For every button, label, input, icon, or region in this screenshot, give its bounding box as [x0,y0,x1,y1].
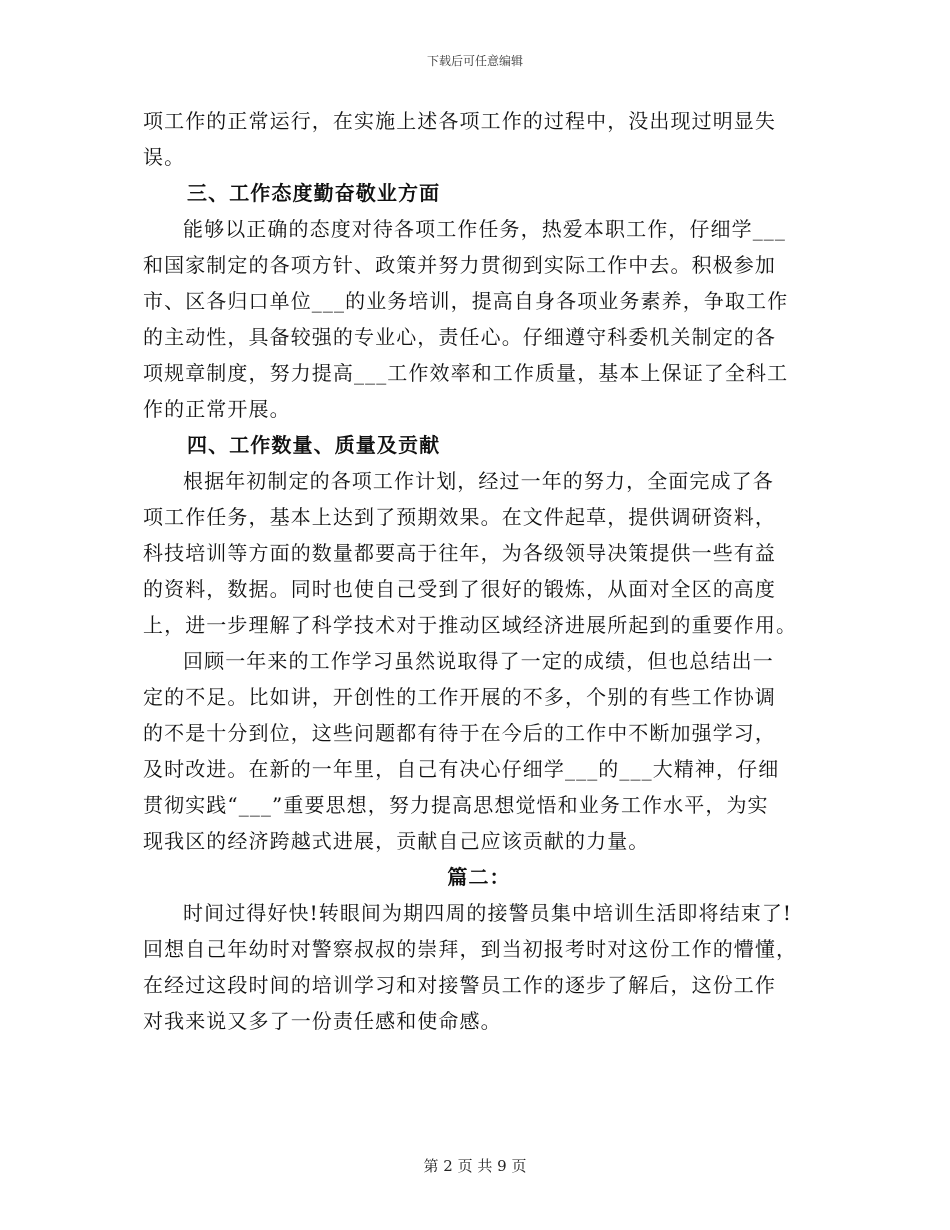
paragraph-line: 能够以正确的态度对待各项工作任务，热爱本职工作，仔细学___ [183,217,786,241]
paragraph-line: 项工作的正常运行，在实施上述各项工作的过程中，没出现过明显失 [143,109,776,133]
page-footer: 第 2 页 共 9 页 [423,1157,527,1175]
paragraph-line: 科技培训等方面的数量都要高于往年，为各级领导决策提供一些有益 [143,541,776,565]
paragraph-line: 对我来说又多了一份责任感和使命感。 [143,1009,502,1033]
page-header: 下载后可任意编辑 [426,54,523,68]
paragraph-line: 定的不足。比如讲，开创性的工作开展的不多，个别的有些工作协调 [143,685,776,709]
paragraph-line: 回顾一年来的工作学习虽然说取得了一定的成绩，但也总结出一 [183,649,774,673]
paragraph-line: 时间过得好快!转眼间为期四周的接警员集中培训生活即将结束了! [183,901,793,925]
document-body [143,103,815,1039]
part-title: 篇二： [447,865,511,889]
section-heading: 四、工作数量、质量及贡献 [187,433,441,457]
paragraph-line: 的主动性，具备较强的专业心，责任心。仔细遵守科委机关制定的各 [143,325,776,349]
paragraph-line: 市、区各归口单位___的业务培训，提高自身各项业务素养，争取工作 [143,289,789,313]
paragraph-line: 现我区的经济跨越式进展，贡献自己应该贡献的力量。 [143,829,650,853]
paragraph-line: 在经过这段时间的培训学习和对接警员工作的逐步了解后，这份工作 [143,973,776,997]
paragraph-line: 回想自己年幼时对警察叔叔的崇拜，到当初报考时对这份工作的懵懂， [143,937,798,961]
paragraph-line: 和国家制定的各项方针、政策并努力贯彻到实际工作中去。积极参加 [143,253,776,277]
paragraph-line: 根据年初制定的各项工作计划，经过一年的努力，全面完成了各 [183,469,774,493]
paragraph-line: 的资料，数据。同时也使自己受到了很好的锻炼，从面对全区的高度 [143,577,776,601]
paragraph-line: 及时改进。在新的一年里，自己有决心仔细学___的___大精神，仔细 [143,757,780,781]
paragraph-line: 上，进一步理解了科学技术对于推动区域经济进展所起到的重要作用。 [143,613,798,637]
paragraph-line: 项规章制度，努力提高___工作效率和工作质量，基本上保证了全科工 [143,361,789,385]
paragraph-line: 误。 [143,145,186,169]
paragraph-line: 贯彻实践“___”重要思想，努力提高思想觉悟和业务工作水平，为实 [143,793,769,817]
paragraph-line: 的不是十分到位，这些问题都有待于在今后的工作中不断加强学习， [143,721,776,745]
paragraph-line: 项工作任务，基本上达到了预期效果。在文件起草，提供调研资料， [143,505,776,529]
paragraph-line: 作的正常开展。 [143,397,291,421]
section-heading: 三、工作态度勤奋敬业方面 [187,181,441,205]
